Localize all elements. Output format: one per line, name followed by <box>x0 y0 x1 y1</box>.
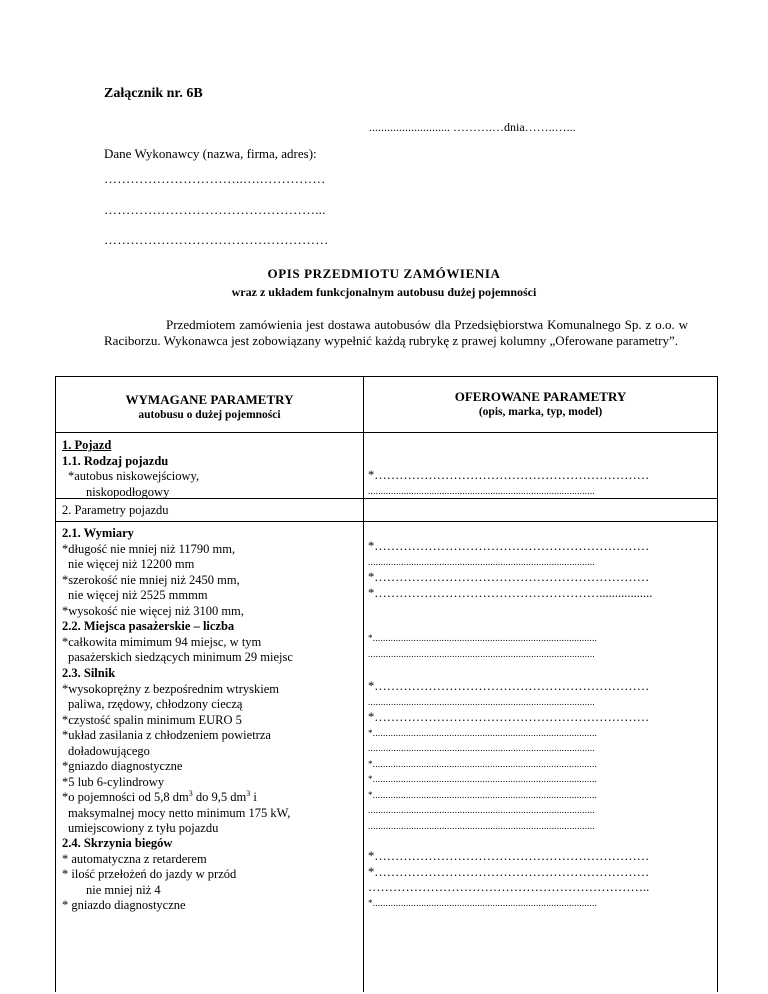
section-dimensions: 2.1. Wymiary *długość nie mniej niż 11790 mm, nie więcej niż 12200 mm *szerokość nie mniej niż 2450 mm, nie więcej niż 2525 mmmm *wysokość nie więcej niż 3100 mm, <box>62 526 244 618</box>
row-divider <box>56 432 717 433</box>
section-engine: 2.3. Silnik *wysokoprężny z bezpośrednim wtryskiem paliwa, rzędowy, chłodzony cieczą *czystość spalin minimum EURO 5 *układ zasilania z chłodzeniem powietrza doładowującego *gniazdo diagnostyczne *5 lub 6-cylindrowy *o pojemności od 5,8 $dm^3$ do 9,5 $dm^3$ i maksymalnej mocy netto minimum 175 kW, umiejscowiony z tyłu pojazdu <box>62 666 291 835</box>
offered-params-header: OFEROWANE PARAMETRY <box>454 389 627 404</box>
required-params-header: WYMAGANE PARAMETRY <box>125 392 294 407</box>
contractor-label: Dane Wykonawcy (nazwa, firma, adres): <box>104 146 317 161</box>
document-subtitle: wraz z układem funkcjonalnym autobusu dużej pojemności <box>231 285 537 299</box>
answer-vehicle-type[interactable]: *………………………………………………………… ......................................................................................... <box>368 468 650 496</box>
required-params-subheader: autobusu o dużej pojemności <box>138 409 281 421</box>
section-vehicle: 1. Pojazd 1.1. Rodzaj pojazdu *autobus niskowejściowy, niskopodłogowy <box>62 438 200 499</box>
answer-engine[interactable]: *………………………………………………………… ......................................................................................... *………………………………………………………… *........................................................................................ ......................................................................................... *........................................................................................ *........................................................................................ *........................................................................................ ......................................................................................... ......................................................................................... <box>368 679 650 831</box>
column-divider <box>363 377 364 992</box>
section-passenger-seats: 2.2. Miejsca pasażerskie – liczba *całkowita mimimum 94 miejsc, w tym pasażerskich siedzących minimum 29 miejsc <box>62 619 293 664</box>
answer-passenger-seats[interactable]: *........................................................................................ ......................................................................................... <box>368 633 598 659</box>
intro-paragraph: Przedmiotem zamówienia jest dostawa autobusów dla Przedsiębiorstwa Komunalnego Sp. z o.o. w Raciborzu. Wykonawca jest zobowiązany wypełnić każdą rubrykę z prawej kolumny „Oferowane parametry”. <box>104 317 688 348</box>
contractor-line-2[interactable]: …………………………………………... <box>104 202 326 217</box>
contractor-line-3[interactable]: …………………………………………… <box>104 232 329 247</box>
offered-params-subheader: (opis, marka, typ, model) <box>478 406 603 418</box>
answer-dimensions[interactable]: *………………………………………………………… ......................................................................................... *………………………………………………………… *………………………………………………................. <box>368 539 653 600</box>
document-title: OPIS PRZEDMIOTU ZAMÓWIENIA <box>267 266 501 281</box>
annex-label: Załącznik nr. 6B <box>104 86 203 101</box>
date-line: ........................... ……….…dnia……..…... <box>369 120 576 134</box>
row-divider <box>56 521 717 522</box>
parameters-table <box>55 376 718 992</box>
section-gearbox: 2.4. Skrzynia biegów * automatyczna z retarderem * ilość przełożeń do jazdy w przód nie mniej niż 4 * gniazdo diagnostyczne <box>62 836 237 912</box>
answer-gearbox[interactable]: *………………………………………………………… *………………………………………………………… ………………………………………………………….. *........................................................................................ <box>368 849 650 908</box>
contractor-line-1[interactable]: …………………………..….…………… <box>104 171 326 186</box>
section-vehicle-params: 2. Parametry pojazdu <box>62 503 169 517</box>
